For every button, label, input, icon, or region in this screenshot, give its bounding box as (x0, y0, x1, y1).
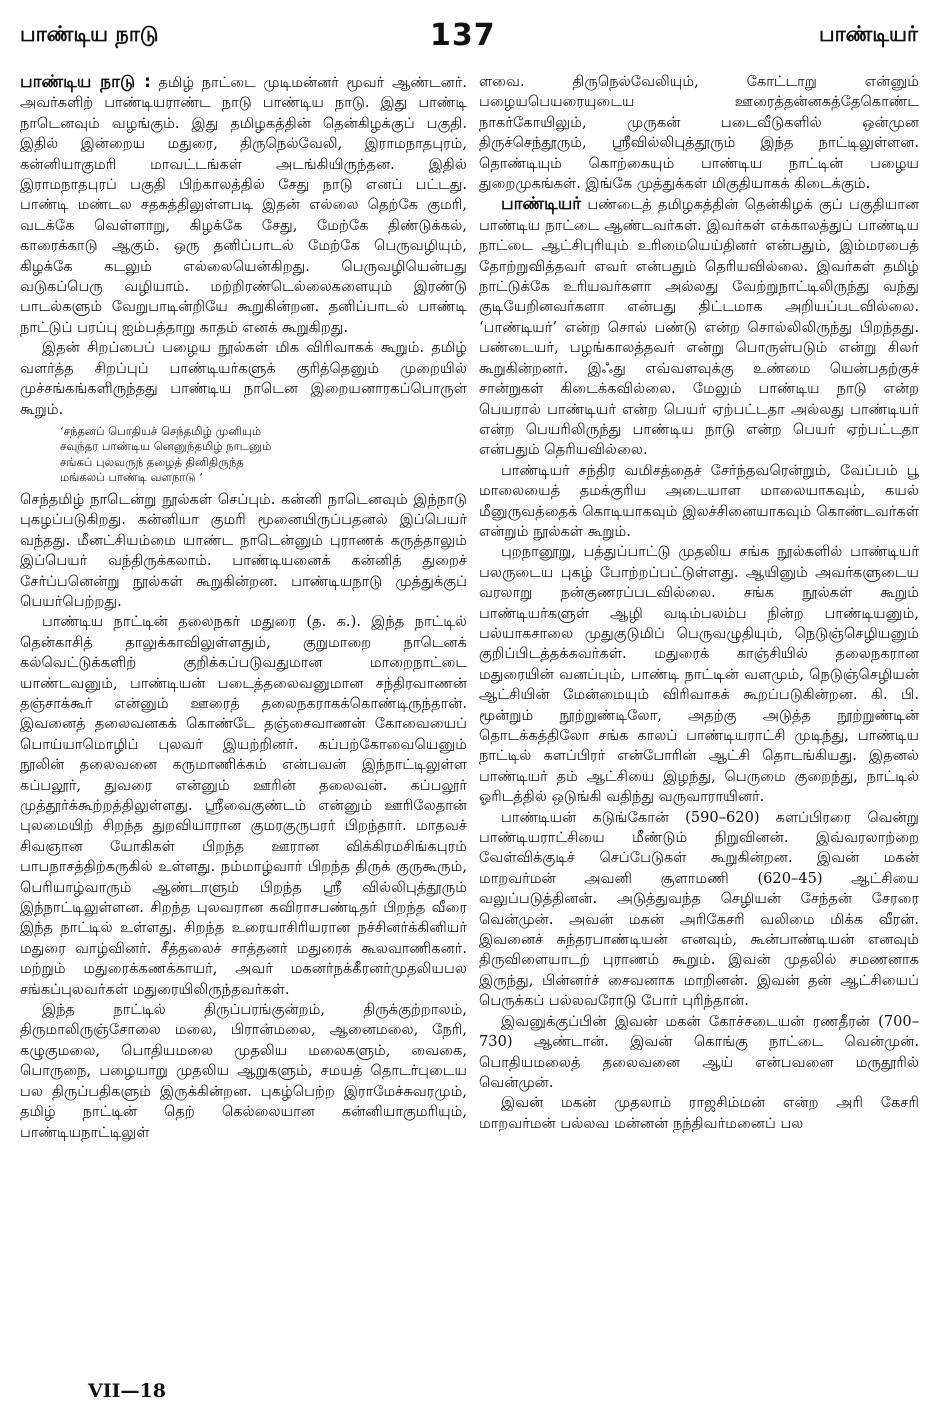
running-header-right: பாண்டியர் (818, 22, 918, 46)
verse-quote (60, 424, 467, 486)
entry-heading: பாண்டியர் (501, 194, 582, 215)
right-column (479, 72, 919, 1134)
paragraph-text: தமிழ் நாட்டை முடிமன்னர் மூவர் ஆண்டனர். அவர்களிற் பாண்டியராண்ட நாடு பாண்டிய நாடு. இது பாண்டி நாடெனவும் வழங்கும். இது தமிழகத்தின் தென்கிழக்குப் பகுதி. இதில் இன்றைய மதுரை, திருநெல்வேலி, இராமநாதபுரம், கன்னியாகுமரி மாவட்டங்கள் அடங்கியிருந்தன. இதில் இராமநாதபுரப் பகுதி பிற்காலத்தில் சேது நாடு எனப் பட்டது. பாண்டி மண்டல சதகத்திலுள்ளபடி இதன் எல்லை தெற்கே குமரி, வடக்கே வெள்ளாறு, கிழக்கே சேது, மேற்கே திண்டுக்கல், காரைக்காடு ஆகும். ஒரு தனிப்பாடல் மேற்கே பெருவழியும், கிழக்கே கடலும் எல்லையென்கிறது. பெருவழியென்பது வடுகப்பெரு வழியாம். மற்றிரண்டெல்லைகளையும் இரண்டு பாடல்களும் வேறுபாடின்றியே கூறுகின்றன. தனிப்பாடல் பாண்டி நாட்டுப் பரப்பு ஐம்பத்தாறு காதம் எனக் கூறுகிறது. (20, 74, 468, 336)
paragraph-text: பண்டைத் தமிழகத்தின் தென்கிழக் குப் பகுதியான பாண்டிய நாட்டை ஆண்டவர்கள். இவர்கள் எக்காலத்துப் பாண்டிய நாட்டை ஆட்சிபுரியும் உரிமையெய்தினர் என்பதும், இம்மரபைத் தோற்றுவித்தவர் எவர் என்பதும் தெரியவில்லை. இவர்கள் தமிழ் நாட்டுக்கே உரியவர்களா அல்லது வேற்றுநாட்டிலிருந்து வந்து குடியேறினவர்களா என்பது திட்டமாக அறியப்படவில்லை. ‘பாண்டியர்’ என்ற சொல் பண்டு என்ற சொல்லிலிருந்து பிறந்தது. பண்டையர், பழங்காலத்தவர் என்று பொருள்படும் என்று சிலர் கூறுகின்றனர். இஃது எவ்வளவுக்கு உண்மை யென்பதற்குச் சான்றுகள் கிடைக்கவில்லை. மேலும் பாண்டிய நாடு என்ற பெயரால் பாண்டியர் என்ற பெயர் ஏற்பட்டதா அல்லது பாண்டியர் என்ற பெயரிலிருந்து பாண்டிய நாடு என்ற பெயர் ஏற்பட்டதா என்பதும் தெரியவில்லை. (479, 196, 919, 459)
paragraph: செந்தமிழ் நாடென்று நூல்கள் செப்பும். கன்னி நாடெனவும் இந்நாடு புகழப்படுகிறது. கன்னியா குமரி மூனையிருப்பதனல் இப்பெயர் வந்தது. மீனட்சியம்மை யாண்ட நாடென்னும் புராணக் கருத்தாலும் இப்பெயர் வந்திருக்கலாம். பாண்டியனைக் கன்னித் துறைச் சேர்ப்பனென்று நூல்கள் கூறுகின்றன. பாண்டியநாடு முத்துக்குப் பெயர்பெற்றது. (20, 490, 467, 610)
verse-line: சவுந்தர பாண்டிய னெனுந்தமிழ் நாடனும் (60, 439, 272, 454)
paragraph: பாண்டியர் சந்திர வமிசத்தைச் சேர்ந்தவரென்றும், வேப்பம் பூ மாலையைத் தமக்குரிய அடையாள மாலையாகவும், கயல் மீனுருவத்தைக் கொடியாகவும் இலச்சினையாகவும் கொண்டவர்கள் என்றும் நூல்கள் கூறும். (479, 461, 919, 540)
paragraph: இதன் சிறப்பைப் பழைய நூல்கள் மிக விரிவாகக் கூறும். தமிழ் வளர்த்த சிறப்புப் பாண்டியர்களுக் குரித்தெனும் முறையில் முச்சங்கங்களிருந்தது பாண்டிய நாடென இறையனாரகப்பொருள் கூறும். (20, 339, 467, 418)
left-column (20, 72, 467, 1143)
paragraph (20, 72, 467, 338)
paragraph: இவனுக்குப்பின் இவன் மகன் கோச்சடையன் ரணதீரன் (700–730) ஆண்டான். இவன் கொங்கு நாட்டை வென்முன். பொதியமலைத் தலைவனை ஆய் என்பவனை மருதூரில் வென்முன். (479, 1012, 919, 1091)
paragraph: பாண்டியன் கடுங்கோன் (590–620) களப்பிரரை வென்று பாண்டியராட்சியை மீண்டும் நிறுவினன். இவ்வரலாற்றை வேள்விக்குடிச் செப்பேடுகள் கூறுகின்றன. இவன் மகன் மாறவர்மன் அவனி சூளாமணி (620–45) ஆட்சியை வலுப்படுத்தினன். அடுத்துவந்த செழியன் சேந்தன் சேரரை வென்முன். அவன் மகன் அரிகேசரி வலிமை மிக்க வீரன். இவனைச் சுந்தரபாண்டியன் எனவும், கூன்பாண்டியன் எனவும் திருவிளையாடற் புராணம் கூறும். இவன் முதலில் சமணனாக இருந்து, பின்னர்ச் சைவனாக மாறினன். இவன் தன் ஆட்சியைப் பெருக்கப் பல்லவரோடு போர் புரிந்தான். (479, 808, 919, 1010)
paragraph: புறநானூறு, பத்துப்பாட்டு முதலிய சங்க நூல்களில் பாண்டியர் பலருடைய புகழ் போற்றப்பட்டுள்ளது. ஆயினும் அவர்களுடைய வரலாறு நன்குணரப்படவில்லை. சங்க நூல்கள் கூறும் பாண்டியர்களுள் ஆழி வடிம்பலம்ப நின்ற பாண்டியனும், பல்யாகசாலை முதுகுடுமிப் பெருவழுதியும், நெடுஞ்செழியனும் குறிப்பிடத்தக்கவர்கள். மதுரைக் காஞ்சியில் தலைநகரான மதுரையின் வனப்பும், பாண்டி நாட்டின் வளமும், நெடுஞ்செழியன் ஆட்சியின் மேன்மையும் விரிவாகக் கூறப்படுகின்றன. கி. பி. மூன்றும் நூற்றுண்டிலோ, அதற்கு அடுத்த நூற்றுண்டின் தொடக்கத்திலோ சங்க காலப் பாண்டியராட்சி முடிந்து, பாண்டிய நாட்டில் களப்பிரர் என்போரின் ஆட்சி தொடங்கியது. இதனல் பாண்டியர் தம் ஆட்சியை இழந்து, பெருமை குறைந்து, நாட்டில் ஓரிடத்தில் ஒடுங்கி வதிந்து வருவாராயினர். (479, 543, 919, 806)
volume-signature: VII—18 (88, 1380, 166, 1402)
paragraph: பாண்டிய நாட்டின் தலைநகர் மதுரை (த. க.). இந்த நாட்டில் தென்காசித் தாலுக்காவிலுள்ளதும், குறுமாறை நாடெனக் கல்வெட்டுக்களிற் குறிக்கப்படுவதுமான மாறைநாட்டை யாண்டவனும், பாண்டியன் படைத்தலைவனுமான சந்திரவாணன் தஞ்சாக்கூர் என்னும் ஊரைத் தலைநகராகக்கொண்டிருந்தான். இவனைத் தலைவனகக் கொண்டே தஞ்சைவாணன் கோவையைப் பொய்யாமொழிப் புலவர் இயற்றினர். கப்பற்கோவையெனும் நூலின் தலைவனை கருமாணிக்கம் என்பவன் இந்நாட்டிலுள்ள கப்பலூர், துவரை என்னும் ஊரின் தலைவன். கப்பலூர் முத்தூர்க்கூற்றத்திலுள்ளது. ஸ்ரீவைகுண்டம் என்னும் ஊரிலேதான் புலமையிற் சிறந்த துறவியாரான குமரகுருபரர் பிறந்தார். மாதவச் சிவஞான யோகிகள் பிறந்த ஊரான விக்கிரமசிங்கபுரம் பாபநாசத்திற்கருகில் உள்ளது. நம்மாழ்வார் பிறந்த திருக் குருகூரும், பெரியாழ்வாரும் ஆண்டாளும் பிறந்த ஸ்ரீ வில்லிபுத்தூரும் இந்நாட்டிலுள்ளன. சிறந்த புலவரான கவிராசபண்டிதர் பிறந்த வீரை இந்த நாட்டில் உள்ளது. சிறந்த உரையாசிரியரான நச்சினர்க்கினியர் மதுரை வாழ்வினர். சீத்தலைச் சாத்தனர் மதுரைக் கூலவாணிகனர். மற்றும் மதுரைக்கணக்காயர், அவர் மகனர்நக்கீரனர்முதலியபல சங்கப்புலவர்கள் மதுரையிலிருந்தவர்கள். (20, 613, 467, 998)
entry-heading: பாண்டிய நாடு : (20, 72, 151, 92)
paragraph (479, 194, 919, 460)
paragraph: இவன் மகன் முதலாம் ராஜசிம்மன் என்ற அரி கேசரி மாறவர்மன் பல்லவ மன்னன் நந்திவர்மனைப் பல (479, 1094, 919, 1132)
paragraph: இந்த நாட்டில் திருப்பரங்குன்றம், திருக்குற்றாலம், திருமாலிருஞ்சோலை மலை, பிரான்மலை, ஆனைமலை, நேரி, கழுகுமலை, பொதியமலை முதலிய மலைகளும், வைகை, பொருநை, பழையாறு முதலிய ஆறுகளும், சமயத் தொடர்புடைய பல திருப்பதிகளும் இருக்கின்றன. புகழ்பெற்ற இராமேச்சுவரமும், தமிழ் நாட்டின் தெற் கெல்லையான கன்னியாகுமரியும், பாண்டியநாட்டிலுள் (20, 1001, 467, 1141)
page-number: 137 (430, 18, 496, 53)
verse-line: ‘சந்தனப் பொதியச் செந்தமிழ் முனியும் (60, 423, 262, 438)
verse-line: சங்கப் புலவருந் தழைத் தினிதிருந்த (60, 454, 244, 469)
running-header-left: பாண்டிய நாடு (20, 22, 159, 46)
verse-line: மங்கலப் பாண்டி வளநாடு ’ (60, 470, 203, 485)
paragraph: ளவை. திருநெல்வேலியும், கோட்டாறு என்னும் பழையபெயரையுடைய ஊரைத்தன்னகத்தேகொண்ட நாகர்கோயிலும், முருகன் படைவீடுகளில் ஒன்முன திருச்செந்தூரும், ஸ்ரீவில்லிபுத்தூரும் இந்த நாட்டிலுள்ளன. தொண்டியும் கொற்கையும் பாண்டிய நாட்டின் பழைய துறைமுகங்கள். இங்கே முத்துக்கள் மிகுதியாகக் கிடைக்கும். (479, 73, 919, 193)
